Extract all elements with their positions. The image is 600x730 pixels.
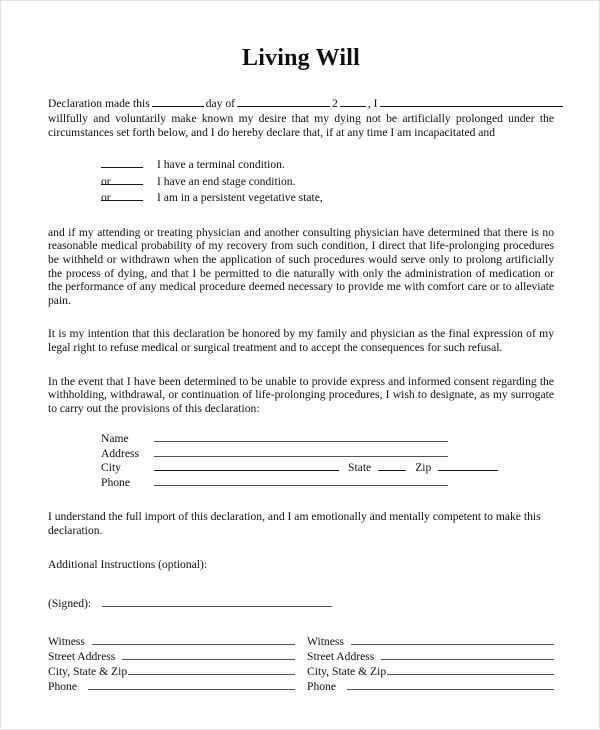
witness1-phone-row	[48, 680, 295, 695]
witness-column-2	[295, 635, 554, 695]
witness1-phone-label: Phone	[48, 680, 77, 694]
signature-input[interactable]	[102, 597, 332, 607]
witness1-city-label: City, State & Zip	[48, 665, 128, 679]
witness1-city-input[interactable]	[128, 665, 295, 675]
witness-column-1	[48, 635, 295, 695]
conditions-list	[48, 156, 554, 206]
condition-row-vegetative	[48, 189, 554, 206]
signed-label: (Signed):	[48, 597, 92, 611]
spacer	[48, 490, 554, 510]
surrogate-state-label: State	[348, 461, 372, 475]
witness2-city-label: City, State & Zip	[307, 665, 387, 679]
witness2-street-row	[307, 650, 554, 665]
condition-or-label-2: or	[101, 174, 111, 188]
condition-checkbox-vegetative[interactable]	[101, 189, 143, 201]
spacer	[48, 538, 554, 558]
year-prefix-text: 2	[332, 97, 338, 111]
surrogate-phone-input[interactable]	[154, 476, 448, 486]
paragraph-competency: I understand the full import of this declaration, and I am emotionally and mentally competent to make this declaration.	[48, 510, 541, 538]
declaration-date-line	[48, 96, 554, 111]
condition-checkbox-terminal[interactable]	[101, 156, 143, 168]
surrogate-address-label: Address	[101, 446, 139, 460]
witness1-name-input[interactable]	[92, 635, 295, 645]
spacer	[48, 206, 554, 226]
surrogate-city-label: City	[101, 461, 121, 475]
condition-row-terminal	[48, 156, 554, 173]
declaration-lead-text: Declaration made this	[48, 97, 150, 111]
month-blank-field[interactable]	[237, 96, 330, 107]
surrogate-zip-label: Zip	[415, 461, 432, 475]
document-content	[48, 1, 554, 695]
witness2-phone-row	[307, 680, 554, 695]
surrogate-contact-fields	[48, 432, 554, 490]
witness2-name-label: Witness	[307, 635, 344, 649]
witness1-street-row	[48, 650, 295, 665]
witness2-phone-label: Phone	[307, 680, 336, 694]
spacer	[48, 355, 554, 375]
condition-row-end-stage	[48, 173, 554, 190]
witness1-street-label: Street Address	[48, 650, 116, 664]
additional-instructions-label: Additional Instructions (optional):	[48, 557, 208, 571]
day-of-text: day of	[205, 97, 236, 111]
witness2-name-row	[307, 635, 554, 650]
surrogate-address-row	[48, 447, 554, 462]
declaration-intro-block	[48, 96, 554, 140]
witness2-street-input[interactable]	[381, 650, 554, 660]
condition-checkbox-end-stage[interactable]	[101, 173, 143, 185]
paragraph-physician-determination: and if my attending or treating physician and another consulting physician have determined that there is no reasonable medical probability of my recovery from such condition, I direct that life-prolonging procedures be withheld or withdrawn when the application of such procedures would serve only to prolong artificially the process of dying, and that I be permitted to die naturally with only the administration of medication or the performance of any medical procedure deemed necessary to provide me with comfort care or to alleviate pain.	[48, 225, 554, 307]
paragraph-intention: It is my intention that this declaration be honored by my family and physician as the final expression of my legal right to refuse medical or surgical treatment and to accept the consequences for such refusal.	[48, 327, 554, 355]
witness1-name-label: Witness	[48, 635, 85, 649]
witness2-city-input[interactable]	[387, 665, 554, 675]
spacer	[48, 307, 554, 327]
witness1-phone-input[interactable]	[88, 680, 295, 690]
surrogate-name-row	[48, 432, 554, 447]
witness1-street-input[interactable]	[122, 650, 295, 660]
witness-section	[48, 635, 554, 695]
surrogate-address-input[interactable]	[154, 447, 448, 457]
declarant-name-blank-field[interactable]	[380, 96, 563, 107]
surrogate-phone-row	[48, 476, 554, 491]
witness1-name-row	[48, 635, 295, 650]
page-title: Living Will	[241, 45, 361, 71]
signature-row	[48, 597, 554, 610]
surrogate-name-input[interactable]	[154, 432, 448, 442]
surrogate-zip-input[interactable]	[438, 461, 498, 471]
witness2-street-label: Street Address	[307, 650, 375, 664]
witness2-name-input[interactable]	[351, 635, 554, 645]
surrogate-phone-label: Phone	[101, 475, 130, 489]
year-blank-field[interactable]	[340, 96, 366, 107]
witness2-phone-input[interactable]	[347, 680, 554, 690]
witness1-city-row	[48, 665, 295, 680]
declaration-intro-body: willfully and voluntarily make known my desire that my dying not be artificially prolonged under the circumstances set forth below, and I do hereby declare that, if at any time I am incapacitated and	[48, 112, 554, 140]
witness2-city-row	[307, 665, 554, 680]
surrogate-city-row	[48, 461, 554, 476]
condition-or-label-3: or	[101, 191, 111, 205]
condition-label-vegetative: I am in a persistent vegetative state,	[157, 191, 323, 205]
surrogate-state-input[interactable]	[378, 461, 406, 471]
surrogate-name-label: Name	[101, 432, 129, 446]
day-blank-field[interactable]	[152, 96, 204, 107]
condition-label-end-stage: I have an end stage condition.	[157, 174, 296, 188]
comma-i-text: , I	[367, 97, 378, 111]
condition-label-terminal: I have a terminal condition.	[157, 158, 285, 172]
surrogate-city-input[interactable]	[154, 461, 339, 471]
paragraph-surrogate-designation: In the event that I have been determined to be unable to provide express and informed consent regarding the withholding, withdrawal, or continuation of life-prolonging procedures, I wish to designate, as my surrogate to carry out the provisions of this declaration:	[48, 374, 554, 415]
